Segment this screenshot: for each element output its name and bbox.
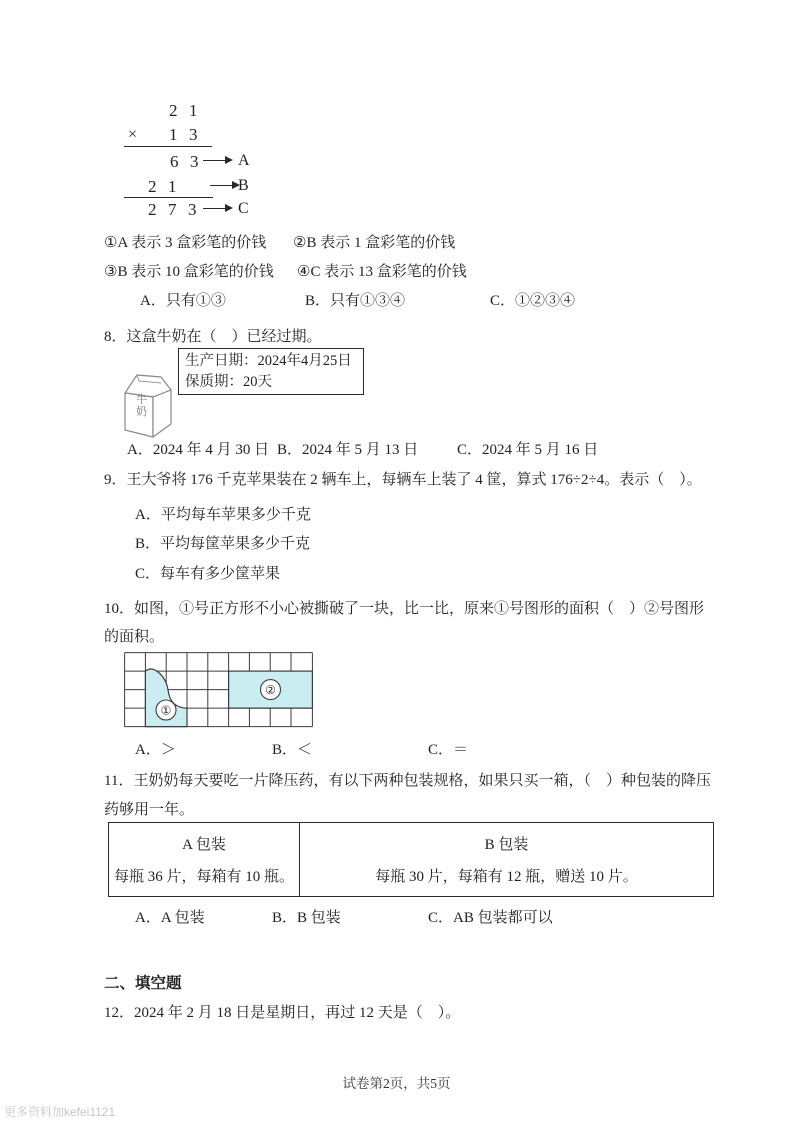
q7-option-b: B．只有①③④ [305, 293, 406, 309]
mult-label-c: C [238, 200, 249, 217]
q9-option-c: C．每车有多少筐苹果 [135, 566, 281, 582]
q9-option-b: B．平均每筐苹果多少千克 [135, 536, 311, 552]
q8-option-c: C．2024 年 5 月 16 日 [457, 442, 599, 458]
table-detail-a: 每瓶 36 片，每箱有 10 瓶。 [113, 868, 294, 885]
q8-option-b: B．2024 年 5 月 13 日 [277, 442, 419, 458]
q8-option-a: A．2024 年 4 月 30 日 [127, 442, 270, 458]
mult-partial1: 63 [170, 152, 210, 171]
mult-label-b: B [238, 177, 249, 194]
q10-shape-1-label: ① [160, 703, 172, 718]
table-detail-b: 每瓶 30 片，每箱有 12 瓶，赠送 10 片。 [375, 868, 638, 885]
q7-statement-2: ②B 表示 1 盒彩笔的价钱 [293, 235, 456, 251]
q8-production-date: 生产日期：2024年4月25日 [185, 353, 352, 369]
mult-result: 273 [148, 200, 208, 219]
mult-factor1: 21 [169, 101, 209, 120]
q8-shelf-life: 保质期：20天 [185, 374, 272, 390]
q10-option-c: C．＝ [428, 742, 469, 758]
milk-carton-text: 牛奶 [136, 394, 147, 418]
q9-text: 9．王大爷将 176 千克苹果装在 2 辆车上，每辆车上装了 4 筐，算式 176÷2÷4。表示（ ）。 [104, 472, 702, 488]
q7-option-c: C．①②③④ [490, 293, 576, 309]
q7-statement-1: ①A 表示 3 盒彩笔的价钱 [104, 235, 267, 251]
q11-option-a: A．A 包装 [135, 910, 205, 926]
q9-option-a: A．平均每车苹果多少千克 [135, 507, 311, 523]
mult-rule-2 [124, 197, 213, 198]
watermark: 更多资料加kefei1121 [4, 1105, 116, 1119]
q10-grid-figure [124, 652, 313, 728]
table-header-b: B 包装 [484, 837, 529, 854]
table-header-a: A 包装 [182, 837, 226, 854]
q12-text: 12．2024 年 2 月 18 日是星期日，再过 12 天是（ ）。 [104, 1005, 461, 1021]
table-cell-a [109, 823, 300, 896]
q10-option-b: B．＜ [272, 742, 313, 758]
arrow-c-icon [203, 208, 231, 209]
q11-packaging-table [108, 822, 714, 897]
page-footer: 试卷第2页，共5页 [342, 1076, 451, 1091]
arrow-a-icon [203, 160, 231, 161]
q11-text: 11．王奶奶每天要吃一片降压药，有以下两种包装规格，如果只买一箱，（ ）种包装的降压药够用一年。 [104, 773, 711, 818]
q11-option-b: B．B 包装 [272, 910, 341, 926]
q10-option-a: A．＞ [135, 742, 176, 758]
mult-rule-1 [124, 146, 212, 147]
q11-option-c: C．AB 包装都可以 [428, 910, 553, 926]
section-2-title: 二、填空题 [104, 975, 182, 992]
q7-statement-3: ③B 表示 10 盒彩笔的价钱 [104, 264, 274, 280]
mult-label-a: A [238, 152, 250, 169]
q10-shape-2-label: ② [265, 682, 276, 697]
table-cell-b [300, 823, 713, 896]
mult-factor2: 13 [169, 125, 209, 144]
arrow-b-icon [210, 185, 238, 186]
q8-label-box [178, 348, 364, 395]
mult-partial2: 21 [148, 177, 188, 196]
multiply-sign: × [128, 126, 138, 143]
q10-text: 10．如图，①号正方形不小心被撕破了一块，比一比，原来①号图形的面积（ ）②号图形的面积。 [104, 601, 705, 645]
q8-text: 8．这盒牛奶在（ ）已经过期。 [104, 329, 322, 345]
q7-option-a: A．只有①③ [140, 293, 226, 309]
q7-statement-4: ④C 表示 13 盒彩笔的价钱 [297, 264, 467, 280]
